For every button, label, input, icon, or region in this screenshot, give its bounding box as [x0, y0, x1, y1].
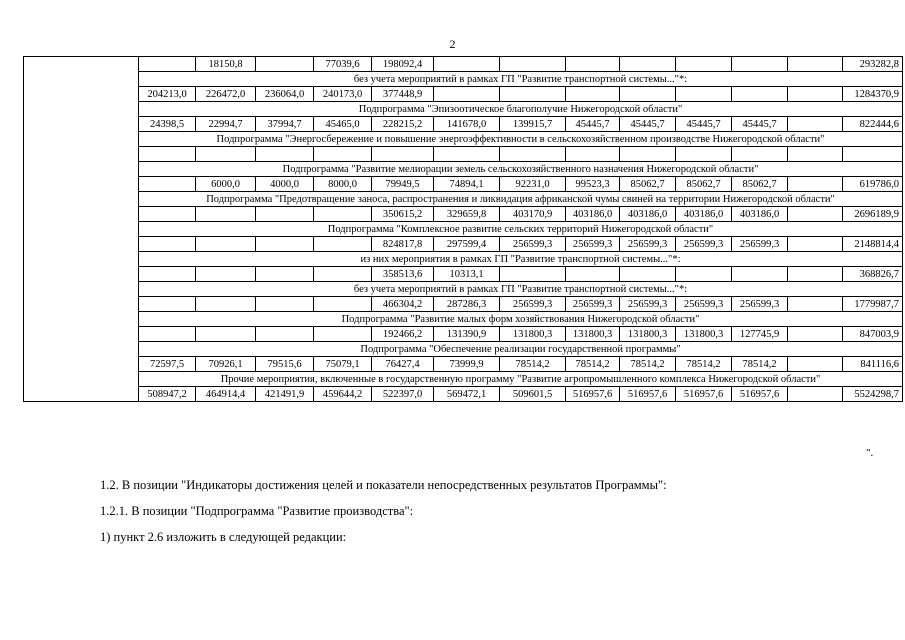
table-row — [24, 87, 903, 102]
table-cell: 569472,1 — [434, 387, 500, 402]
table-cell — [139, 207, 196, 222]
table-cell: 350615,2 — [372, 207, 434, 222]
table-cell: 256599,3 — [676, 237, 732, 252]
table-heading-cell: без учета мероприятий в рамках ГП "Развитие транспортной системы..."*: — [139, 72, 903, 87]
table-cell — [566, 87, 620, 102]
table-cell: 377448,9 — [372, 87, 434, 102]
table-cell: 522397,0 — [372, 387, 434, 402]
table-cell: 141678,0 — [434, 117, 500, 132]
table-margin-cell — [24, 87, 139, 102]
table-total-cell: 5524298,7 — [843, 387, 903, 402]
table-cell — [788, 207, 843, 222]
table-margin-cell — [24, 342, 139, 357]
page-number: 2 — [449, 37, 456, 51]
table-cell: 45445,7 — [620, 117, 676, 132]
table-cell: 78514,2 — [732, 357, 788, 372]
table-cell: 256599,3 — [676, 297, 732, 312]
table-total-cell: 368826,7 — [843, 267, 903, 282]
table-heading-cell: из них мероприятия в рамках ГП "Развитие транспортной системы..."*: — [139, 252, 903, 267]
table-cell: 131800,3 — [566, 327, 620, 342]
table-cell: 78514,2 — [676, 357, 732, 372]
table-cell — [314, 297, 372, 312]
table-cell: 85062,7 — [620, 177, 676, 192]
table-heading-row — [24, 252, 903, 267]
table-heading-row — [24, 192, 903, 207]
paragraph-point: 1) пункт 2.6 изложить в следующей редакции: — [100, 530, 347, 544]
table-margin-cell — [24, 387, 139, 402]
table-margin-cell — [24, 57, 139, 72]
table-heading-row — [24, 312, 903, 327]
table-cell — [788, 147, 843, 162]
closing-quote: ". — [866, 447, 874, 459]
table-heading-row — [24, 222, 903, 237]
table-margin-cell — [24, 117, 139, 132]
table-cell — [256, 207, 314, 222]
table-cell: 74894,1 — [434, 177, 500, 192]
table-cell — [788, 117, 843, 132]
table-cell: 131800,3 — [500, 327, 566, 342]
table-cell: 78514,2 — [566, 357, 620, 372]
table-cell — [620, 57, 676, 72]
table-margin-cell — [24, 102, 139, 117]
table-cell: 403186,0 — [676, 207, 732, 222]
table-row — [24, 117, 903, 132]
table-cell: 464914,4 — [196, 387, 256, 402]
table-margin-cell — [24, 147, 139, 162]
table-cell: 256599,3 — [566, 297, 620, 312]
table-cell: 287286,3 — [434, 297, 500, 312]
table-cell — [500, 267, 566, 282]
table-margin-cell — [24, 252, 139, 267]
table-cell — [788, 87, 843, 102]
table-cell: 508947,2 — [139, 387, 196, 402]
table-cell: 45465,0 — [314, 117, 372, 132]
table-cell: 228215,2 — [372, 117, 434, 132]
table-row — [24, 267, 903, 282]
table-heading-cell: Подпрограмма "Развитие малых форм хозяйствования Нижегородской области" — [139, 312, 903, 327]
table-cell: 18150,8 — [196, 57, 256, 72]
table-cell — [314, 267, 372, 282]
table-row — [24, 207, 903, 222]
table-cell: 85062,7 — [732, 177, 788, 192]
table-cell: 24398,5 — [139, 117, 196, 132]
table-cell — [676, 57, 732, 72]
table-cell — [139, 177, 196, 192]
table-margin-cell — [24, 327, 139, 342]
table-total-cell: 841116,6 — [843, 357, 903, 372]
table-margin-cell — [24, 357, 139, 372]
table-cell: 6000,0 — [196, 177, 256, 192]
table-cell: 256599,3 — [500, 297, 566, 312]
table-total-cell: 2696189,9 — [843, 207, 903, 222]
table-cell — [196, 147, 256, 162]
table-heading-cell: без учета мероприятий в рамках ГП "Развитие транспортной системы..."*: — [139, 282, 903, 297]
table-cell: 256599,3 — [566, 237, 620, 252]
table-row — [24, 57, 903, 72]
table-cell — [500, 147, 566, 162]
table-heading-cell: Подпрограмма "Комплексное развитие сельских территорий Нижегородской области" — [139, 222, 903, 237]
table-cell: 85062,7 — [676, 177, 732, 192]
table-row — [24, 177, 903, 192]
table-cell — [434, 147, 500, 162]
table-row — [24, 297, 903, 312]
table-cell: 421491,9 — [256, 387, 314, 402]
table-cell: 78514,2 — [500, 357, 566, 372]
table-cell — [196, 327, 256, 342]
table-cell — [788, 177, 843, 192]
table-cell: 329659,8 — [434, 207, 500, 222]
table-cell — [314, 327, 372, 342]
table-cell: 204213,0 — [139, 87, 196, 102]
table-cell — [196, 297, 256, 312]
table-cell: 77039,6 — [314, 57, 372, 72]
table-cell: 75079,1 — [314, 357, 372, 372]
table-cell: 256599,3 — [500, 237, 566, 252]
table-cell — [256, 237, 314, 252]
table-margin-cell — [24, 267, 139, 282]
table-cell: 403170,9 — [500, 207, 566, 222]
table-heading-row — [24, 342, 903, 357]
table-cell: 509601,5 — [500, 387, 566, 402]
table-margin-cell — [24, 222, 139, 237]
table-cell — [732, 57, 788, 72]
table-total-cell: 847003,9 — [843, 327, 903, 342]
table-cell — [620, 267, 676, 282]
table-cell — [139, 57, 196, 72]
table-margin-cell — [24, 312, 139, 327]
table-row — [24, 327, 903, 342]
table-cell — [732, 267, 788, 282]
table-cell — [314, 207, 372, 222]
table-cell: 256599,3 — [732, 297, 788, 312]
table-cell: 459644,2 — [314, 387, 372, 402]
table-cell — [139, 297, 196, 312]
table-cell — [732, 147, 788, 162]
table-cell: 297599,4 — [434, 237, 500, 252]
table-margin-cell — [24, 72, 139, 87]
table-cell: 70926,1 — [196, 357, 256, 372]
table-margin-cell — [24, 177, 139, 192]
table-cell — [196, 237, 256, 252]
table-cell — [676, 87, 732, 102]
table-cell: 37994,7 — [256, 117, 314, 132]
table-heading-cell: Подпрограмма "Обеспечение реализации государственной программы" — [139, 342, 903, 357]
table-heading-row — [24, 162, 903, 177]
table-cell — [788, 327, 843, 342]
table-cell — [139, 267, 196, 282]
table-margin-cell — [24, 297, 139, 312]
table-cell — [196, 267, 256, 282]
table-heading-row — [24, 372, 903, 387]
table-cell: 131800,3 — [620, 327, 676, 342]
table-cell: 131390,9 — [434, 327, 500, 342]
table-cell — [434, 57, 500, 72]
table-margin-cell — [24, 162, 139, 177]
table-cell — [620, 147, 676, 162]
table-cell: 131800,3 — [676, 327, 732, 342]
table-cell: 403186,0 — [732, 207, 788, 222]
table-cell: 22994,7 — [196, 117, 256, 132]
table-cell: 256599,3 — [620, 297, 676, 312]
table-cell — [788, 357, 843, 372]
table-cell — [620, 87, 676, 102]
table-heading-row — [24, 282, 903, 297]
table-cell: 92231,0 — [500, 177, 566, 192]
table-heading-cell: Прочие мероприятия, включенные в государственную программу "Развитие агропромышленного комплекса Нижегородской области" — [139, 372, 903, 387]
table-cell: 45445,7 — [732, 117, 788, 132]
table-heading-cell: Подпрограмма "Энергосбережение и повышение энергоэффективности в сельскохозяйственном производстве Нижегородской области" — [139, 132, 903, 147]
budget-table — [23, 56, 903, 402]
table-cell: 45445,7 — [676, 117, 732, 132]
table-cell: 226472,0 — [196, 87, 256, 102]
table-cell: 79949,5 — [372, 177, 434, 192]
table-cell — [256, 57, 314, 72]
table-cell — [676, 147, 732, 162]
table-cell — [788, 297, 843, 312]
table-margin-cell — [24, 282, 139, 297]
table-cell: 236064,0 — [256, 87, 314, 102]
table-cell: 4000,0 — [256, 177, 314, 192]
table-row — [24, 387, 903, 402]
table-cell — [566, 57, 620, 72]
table-cell: 10313,1 — [434, 267, 500, 282]
table-cell — [372, 147, 434, 162]
table-total-cell: 293282,8 — [843, 57, 903, 72]
table-cell: 127745,9 — [732, 327, 788, 342]
table-cell: 516957,6 — [676, 387, 732, 402]
table-cell: 8000,0 — [314, 177, 372, 192]
table-cell — [139, 327, 196, 342]
table-cell — [566, 267, 620, 282]
table-total-cell — [843, 147, 903, 162]
table-cell: 73999,9 — [434, 357, 500, 372]
table-cell — [676, 267, 732, 282]
table-cell — [256, 147, 314, 162]
table-cell — [788, 387, 843, 402]
table-cell: 403186,0 — [620, 207, 676, 222]
table-margin-cell — [24, 372, 139, 387]
table-total-cell: 1284370,9 — [843, 87, 903, 102]
table-cell — [256, 327, 314, 342]
table-heading-row — [24, 102, 903, 117]
table-cell: 240173,0 — [314, 87, 372, 102]
table-margin-cell — [24, 192, 139, 207]
table-cell — [788, 267, 843, 282]
table-cell: 256599,3 — [732, 237, 788, 252]
table-cell — [500, 57, 566, 72]
table-margin-cell — [24, 132, 139, 147]
table-cell — [314, 237, 372, 252]
table-cell: 358513,6 — [372, 267, 434, 282]
table-cell — [788, 237, 843, 252]
table-total-cell: 822444,6 — [843, 117, 903, 132]
table-margin-cell — [24, 237, 139, 252]
table-cell: 139915,7 — [500, 117, 566, 132]
paragraph-subprogram: 1.2.1. В позиции "Подпрограмма "Развитие производства": — [100, 504, 414, 518]
table-cell — [196, 207, 256, 222]
table-heading-cell: Подпрограмма "Предотвращение заноса, распространения и ликвидация африканской чумы свиней на территории Нижегородской области" — [139, 192, 903, 207]
table-cell — [500, 87, 566, 102]
table-cell: 466304,2 — [372, 297, 434, 312]
table-cell: 516957,6 — [732, 387, 788, 402]
table-cell: 79515,6 — [256, 357, 314, 372]
table-heading-row — [24, 132, 903, 147]
table-cell: 516957,6 — [566, 387, 620, 402]
table-cell — [139, 147, 196, 162]
table-cell — [566, 147, 620, 162]
table-cell: 76427,4 — [372, 357, 434, 372]
table-row — [24, 147, 903, 162]
table-margin-cell — [24, 207, 139, 222]
table-total-cell: 2148814,4 — [843, 237, 903, 252]
table-cell: 45445,7 — [566, 117, 620, 132]
table-cell — [788, 57, 843, 72]
table-cell — [732, 87, 788, 102]
table-heading-cell: Подпрограмма "Эпизоотическое благополучие Нижегородской области" — [139, 102, 903, 117]
table-cell: 198092,4 — [372, 57, 434, 72]
table-cell: 516957,6 — [620, 387, 676, 402]
table-cell: 99523,3 — [566, 177, 620, 192]
table-total-cell: 1779987,7 — [843, 297, 903, 312]
table-heading-cell: Подпрограмма "Развитие мелиорации земель сельскохозяйственного назначения Нижегородской области" — [139, 162, 903, 177]
table-cell — [139, 237, 196, 252]
table-total-cell: 619786,0 — [843, 177, 903, 192]
table-cell — [256, 267, 314, 282]
table-cell — [314, 147, 372, 162]
table-cell: 403186,0 — [566, 207, 620, 222]
table-heading-row — [24, 72, 903, 87]
paragraph-indicators: 1.2. В позиции "Индикаторы достижения целей и показатели непосредственных результатов Программы": — [100, 478, 667, 492]
table-cell: 192466,2 — [372, 327, 434, 342]
table-cell: 824817,8 — [372, 237, 434, 252]
table-cell — [434, 87, 500, 102]
table-cell: 72597,5 — [139, 357, 196, 372]
table-cell — [256, 297, 314, 312]
table-row — [24, 357, 903, 372]
table-cell: 78514,2 — [620, 357, 676, 372]
table-row — [24, 237, 903, 252]
table-cell: 256599,3 — [620, 237, 676, 252]
